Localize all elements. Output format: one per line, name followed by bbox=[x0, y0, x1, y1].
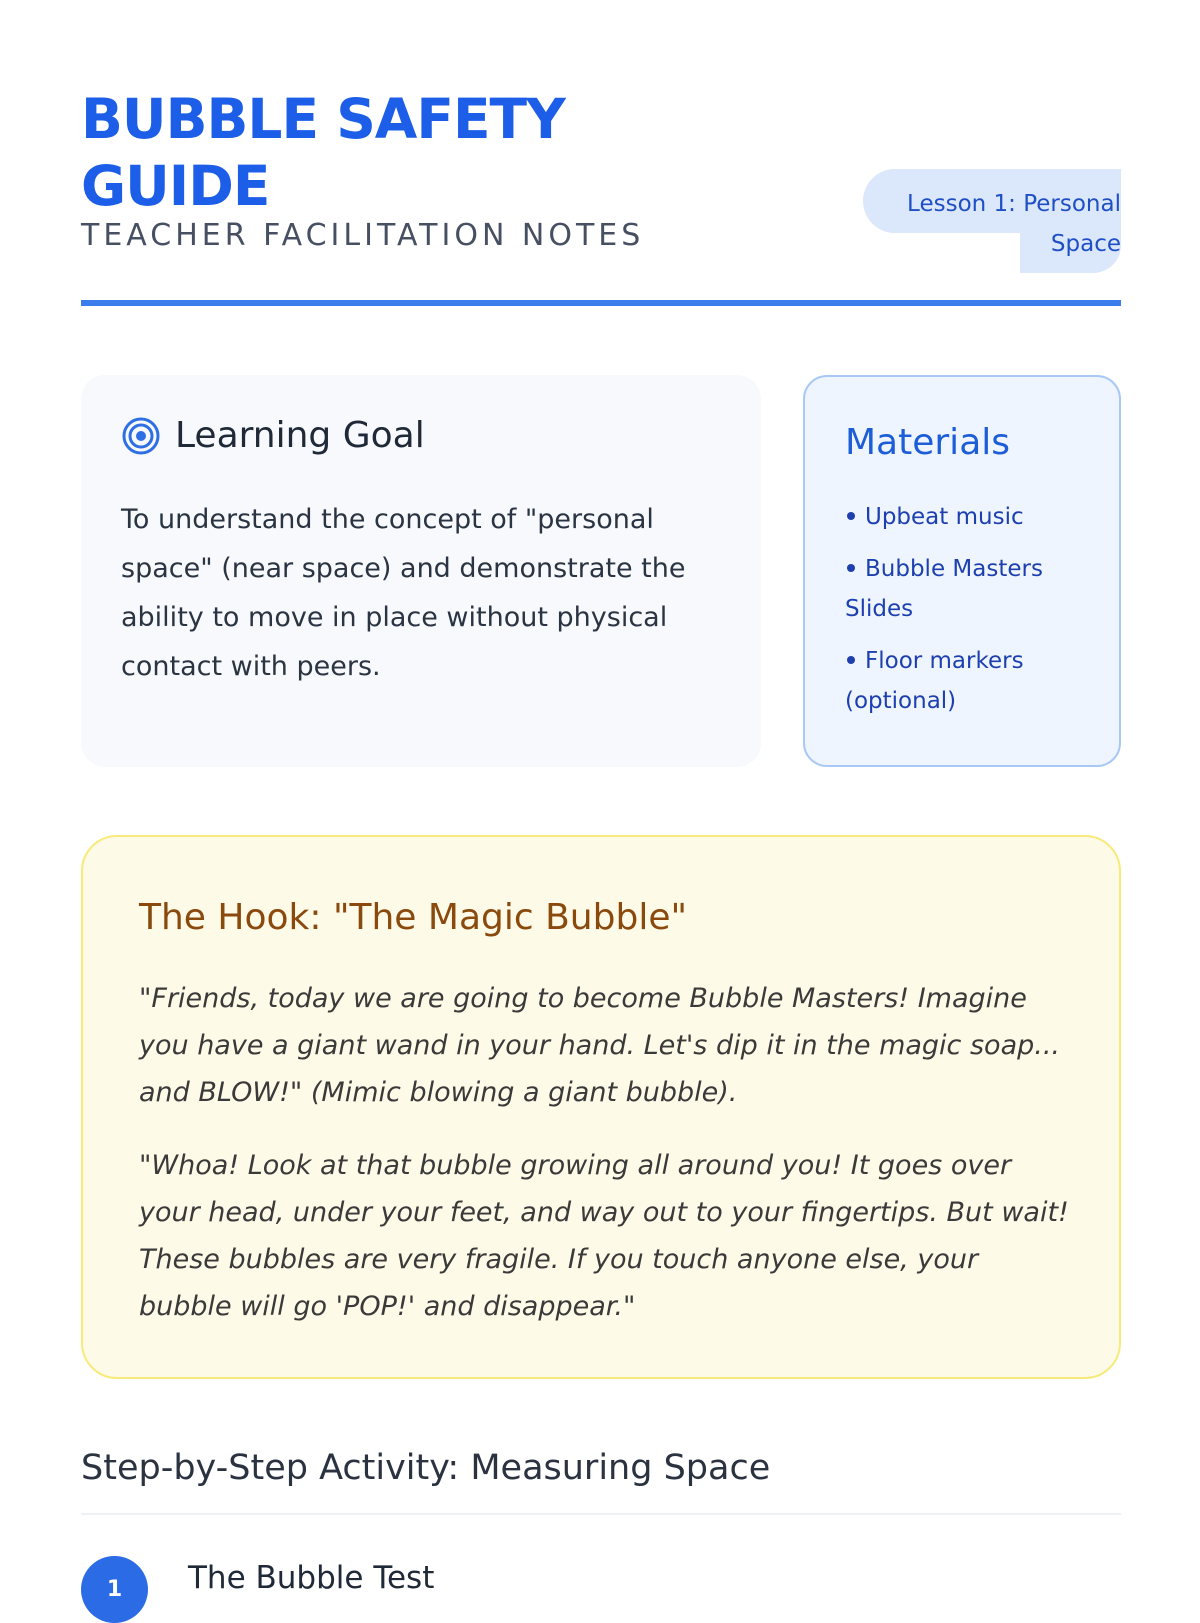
materials-item bbox=[845, 497, 1095, 537]
lesson-badge bbox=[863, 169, 1121, 273]
materials-item-label: Bubble Masters Slides bbox=[845, 556, 1043, 622]
lesson-badge-label bbox=[871, 184, 1121, 264]
materials-item-label: Upbeat music bbox=[865, 504, 1024, 530]
page-title-line1: BUBBLE SAFETY bbox=[81, 87, 565, 151]
bullet-icon bbox=[847, 564, 855, 572]
page-subtitle: TEACHER FACILITATION NOTES bbox=[81, 218, 645, 253]
step-title: The Bubble Test bbox=[188, 1560, 435, 1596]
activity-heading: Step-by-Step Activity: Measuring Space bbox=[81, 1448, 771, 1488]
bullet-icon bbox=[847, 656, 855, 664]
materials-item bbox=[845, 641, 1095, 721]
lesson-badge-line2: Space bbox=[1050, 231, 1121, 257]
page-title bbox=[81, 86, 641, 220]
materials-list bbox=[845, 497, 1095, 733]
learning-goal-title: Learning Goal bbox=[175, 415, 425, 456]
page-title-line2: GUIDE bbox=[81, 154, 270, 218]
hook-card bbox=[81, 835, 1121, 1379]
learning-goal-text: To understand the concept of "personal space" (near space) and demonstrate the ability to move in place without physical contact with peers. bbox=[121, 504, 686, 682]
materials-title: Materials bbox=[845, 422, 1011, 463]
materials-item-label: Floor markers (optional) bbox=[845, 648, 1024, 714]
target-icon bbox=[121, 416, 161, 456]
lesson-badge-line1: Lesson 1: Personal bbox=[907, 191, 1121, 217]
step-number-badge: 1 bbox=[81, 1556, 148, 1623]
hook-title: The Hook: "The Magic Bubble" bbox=[139, 897, 688, 938]
hook-paragraph-1: "Friends, today we are going to become Bubble Masters! Imagine you have a giant wand in your hand. Let's dip it in the magic soap... and BLOW!" (Mimic blowing a giant bubble). bbox=[139, 983, 1061, 1108]
hook-paragraph-2: "Whoa! Look at that bubble growing all around you! It goes over your head, under your feet, and way out to your fingertips. But wait! These bubbles are very fragile. If you touch anyone else, your bubble will go 'POP!' and disappear." bbox=[139, 1150, 1069, 1322]
materials-item bbox=[845, 549, 1095, 629]
header bbox=[81, 0, 1121, 305]
learning-goal-card bbox=[81, 375, 761, 767]
bullet-icon bbox=[847, 512, 855, 520]
page bbox=[81, 0, 1121, 1602]
materials-card bbox=[803, 375, 1121, 767]
header-divider bbox=[81, 300, 1121, 306]
activity-divider bbox=[81, 1513, 1121, 1515]
learning-goal-header bbox=[121, 415, 425, 456]
